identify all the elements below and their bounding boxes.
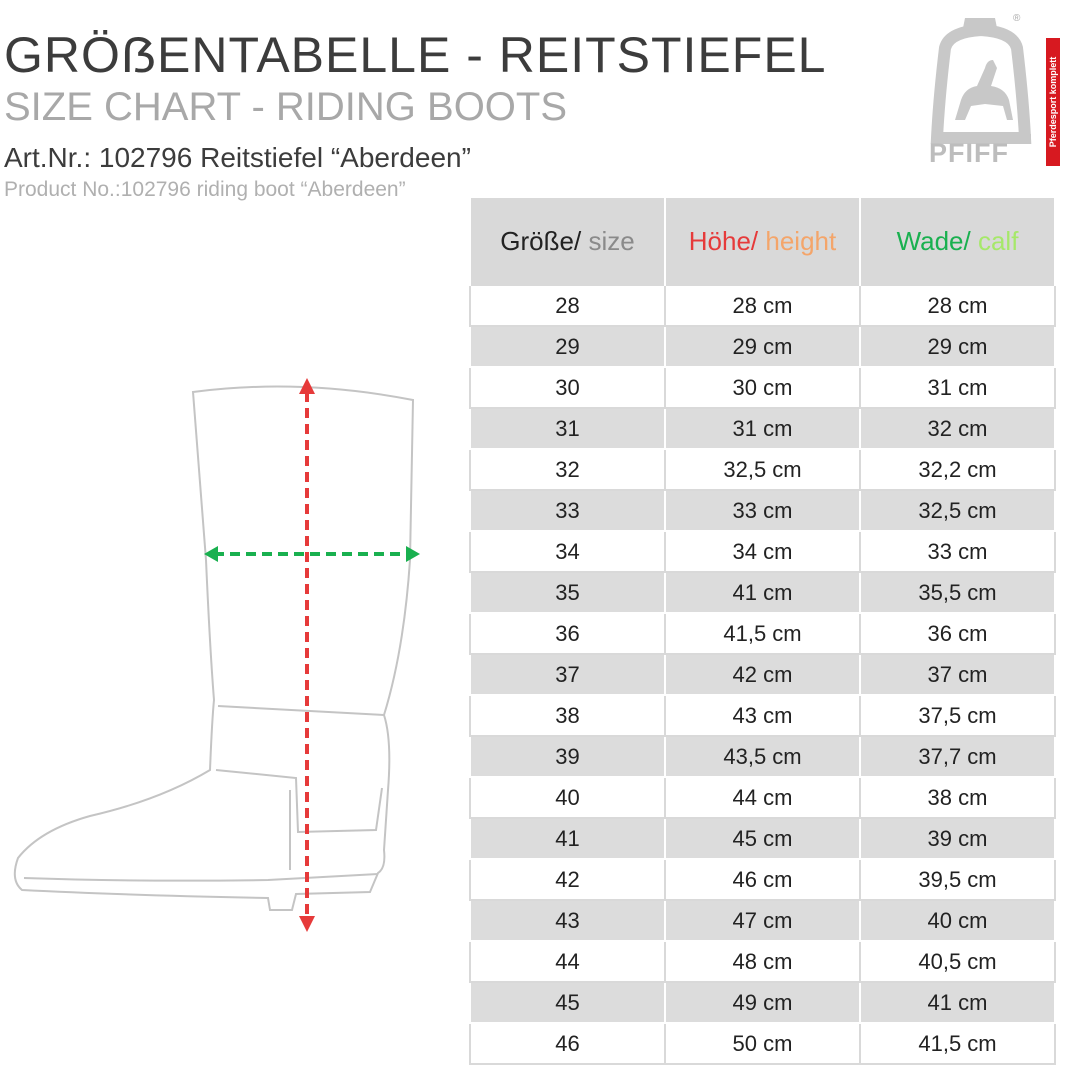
table-row	[470, 654, 1055, 695]
header-size: Größe/ size	[470, 198, 665, 285]
table-row	[470, 777, 1055, 818]
cell-height: 43 cm	[665, 695, 860, 736]
cell-size: 38	[470, 695, 665, 736]
cell-height: 28 cm	[665, 285, 860, 326]
cell-size: 46	[470, 1023, 665, 1064]
cell-height: 44 cm	[665, 777, 860, 818]
cell-size: 45	[470, 982, 665, 1023]
cell-calf: 37,5 cm	[860, 695, 1055, 736]
cell-height: 30 cm	[665, 367, 860, 408]
cell-calf: 37 cm	[860, 654, 1055, 695]
table-row	[470, 900, 1055, 941]
cell-calf: 41 cm	[860, 982, 1055, 1023]
table-row	[470, 818, 1055, 859]
table-row	[470, 572, 1055, 613]
registered-mark: ®	[1013, 13, 1021, 24]
cell-calf: 41,5 cm	[860, 1023, 1055, 1064]
brand-name: PFIFF	[929, 138, 1009, 168]
table-row	[470, 326, 1055, 367]
cell-height: 33 cm	[665, 490, 860, 531]
header-height: Höhe/ height	[665, 198, 860, 285]
table-row	[470, 531, 1055, 572]
riding-boot-outline-icon	[0, 370, 440, 940]
cell-size: 40	[470, 777, 665, 818]
table-row	[470, 285, 1055, 326]
cell-calf: 36 cm	[860, 613, 1055, 654]
cell-size: 37	[470, 654, 665, 695]
cell-size: 33	[470, 490, 665, 531]
cell-size: 42	[470, 859, 665, 900]
brand-tagline: Pferdesport komplett	[1048, 56, 1058, 148]
cell-height: 29 cm	[665, 326, 860, 367]
cell-size: 30	[470, 367, 665, 408]
cell-calf: 37,7 cm	[860, 736, 1055, 777]
cell-calf: 28 cm	[860, 285, 1055, 326]
cell-height: 32,5 cm	[665, 449, 860, 490]
cell-height: 31 cm	[665, 408, 860, 449]
cell-size: 39	[470, 736, 665, 777]
table-row	[470, 736, 1055, 777]
cell-calf: 32,2 cm	[860, 449, 1055, 490]
cell-size: 34	[470, 531, 665, 572]
cell-height: 48 cm	[665, 941, 860, 982]
cell-size: 32	[470, 449, 665, 490]
page-subtitle: SIZE CHART - RIDING BOOTS	[4, 85, 568, 129]
table-header-row	[470, 198, 1055, 285]
cell-size: 36	[470, 613, 665, 654]
cell-height: 42 cm	[665, 654, 860, 695]
table-row	[470, 367, 1055, 408]
cell-height: 50 cm	[665, 1023, 860, 1064]
cell-size: 31	[470, 408, 665, 449]
cell-height: 41,5 cm	[665, 613, 860, 654]
cell-size: 29	[470, 326, 665, 367]
cell-calf: 38 cm	[860, 777, 1055, 818]
cell-calf: 40 cm	[860, 900, 1055, 941]
article-number-en: Product No.:102796 riding boot “Aberdeen”	[4, 178, 406, 201]
table-row	[470, 449, 1055, 490]
cell-size: 41	[470, 818, 665, 859]
table-row	[470, 408, 1055, 449]
cell-calf: 29 cm	[860, 326, 1055, 367]
cell-size: 44	[470, 941, 665, 982]
cell-height: 34 cm	[665, 531, 860, 572]
size-chart-table	[469, 198, 1056, 1065]
page-title: GRÖẞENTABELLE - REITSTIEFEL	[4, 27, 827, 83]
brand-tag	[1046, 38, 1060, 166]
table-row	[470, 695, 1055, 736]
table-row	[470, 1023, 1055, 1064]
cell-size: 43	[470, 900, 665, 941]
cell-calf: 35,5 cm	[860, 572, 1055, 613]
cell-height: 43,5 cm	[665, 736, 860, 777]
table-row	[470, 613, 1055, 654]
cell-height: 45 cm	[665, 818, 860, 859]
cell-calf: 32,5 cm	[860, 490, 1055, 531]
cell-size: 28	[470, 285, 665, 326]
cell-calf: 33 cm	[860, 531, 1055, 572]
cell-height: 41 cm	[665, 572, 860, 613]
table-row	[470, 859, 1055, 900]
cell-height: 46 cm	[665, 859, 860, 900]
cell-size: 35	[470, 572, 665, 613]
cell-calf: 31 cm	[860, 367, 1055, 408]
table-row	[470, 490, 1055, 531]
cell-height: 49 cm	[665, 982, 860, 1023]
cell-calf: 40,5 cm	[860, 941, 1055, 982]
cell-calf: 39 cm	[860, 818, 1055, 859]
article-number-de: Art.Nr.: 102796 Reitstiefel “Aberdeen”	[4, 142, 471, 173]
cell-calf: 32 cm	[860, 408, 1055, 449]
table-row	[470, 941, 1055, 982]
table-row	[470, 982, 1055, 1023]
cell-calf: 39,5 cm	[860, 859, 1055, 900]
header-calf: Wade/ calf	[860, 198, 1055, 285]
cell-height: 47 cm	[665, 900, 860, 941]
